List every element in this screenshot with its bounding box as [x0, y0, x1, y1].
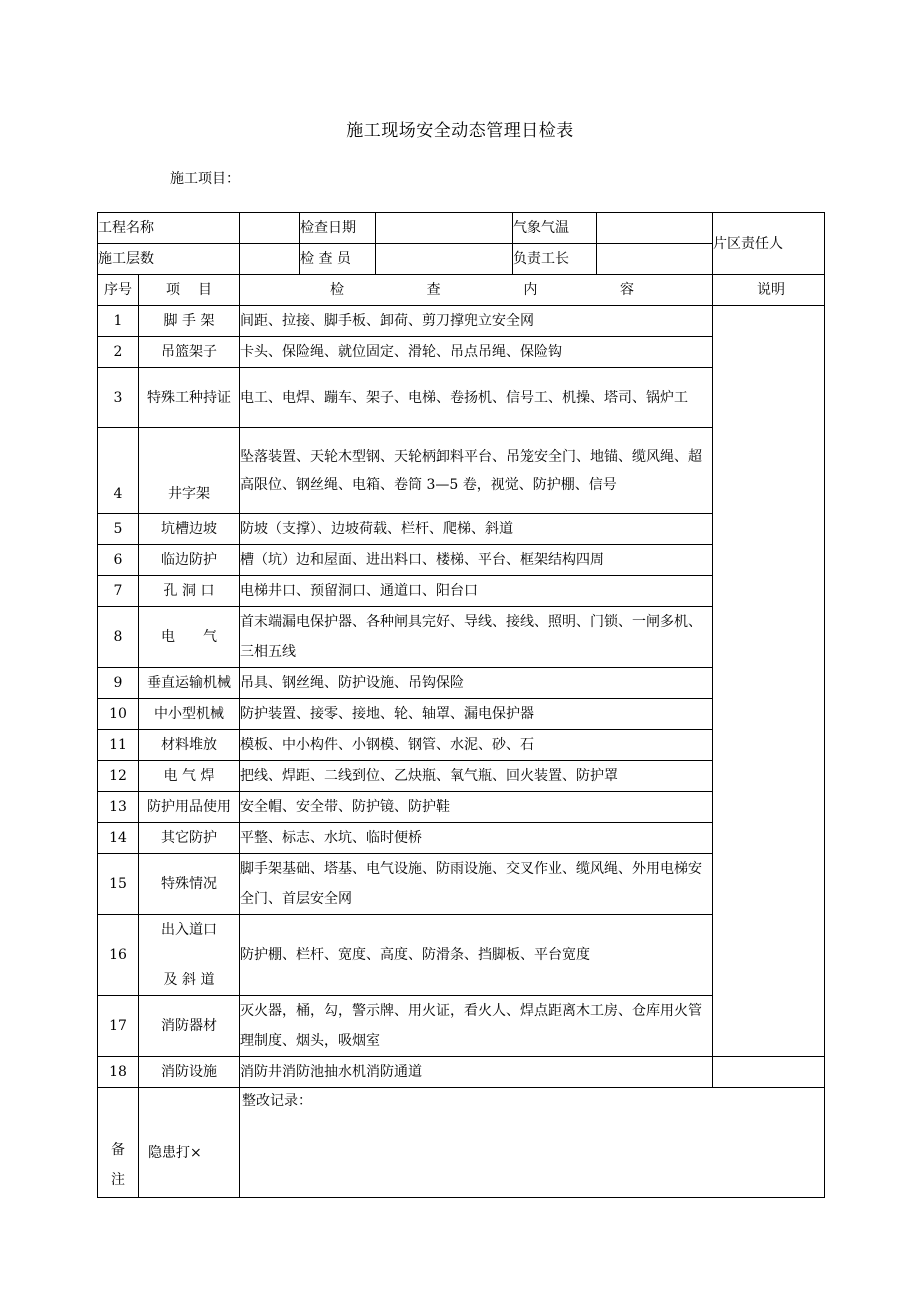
row-no: 8: [98, 607, 139, 668]
foreman-value[interactable]: [597, 244, 713, 275]
row-no: 2: [98, 337, 139, 368]
remarks-label-line1: 备: [111, 1142, 125, 1158]
row-no: 5: [98, 514, 139, 545]
row-no: 11: [98, 730, 139, 761]
row-content: 吊具、钢丝绳、防护设施、吊钩保险: [240, 668, 713, 699]
rectification-cell[interactable]: [240, 1088, 825, 1198]
col-no-header: 序号: [98, 275, 139, 306]
row-item: 电 气 焊: [139, 761, 240, 792]
row-content: 间距、拉接、脚手板、卸荷、剪刀撑兜立安全网: [240, 306, 713, 337]
page-title: 施工现场安全动态管理日检表: [346, 121, 574, 141]
row-item: 消防设施: [139, 1057, 240, 1088]
row-no: 15: [98, 854, 139, 915]
row-content: 卡头、保险绳、就位固定、滑轮、吊点吊绳、保险钩: [240, 337, 713, 368]
row-item: 吊篮架子: [139, 337, 240, 368]
row-item: 电 气: [139, 607, 240, 668]
inspector-label: 检 查 员: [300, 244, 376, 275]
check-date-label: 检查日期: [300, 213, 376, 244]
row-item: 防护用品使用: [139, 792, 240, 823]
row-item: 其它防护: [139, 823, 240, 854]
remarks-row: [98, 1088, 825, 1198]
weather-label: 气象气温: [513, 213, 597, 244]
row-item: 孔 洞 口: [139, 576, 240, 607]
row-no: 17: [98, 996, 139, 1057]
row-no: 9: [98, 668, 139, 699]
row-item-line2: 及 斜 道: [163, 972, 215, 988]
project-name-label: 工程名称: [98, 213, 240, 244]
row-content: 防坡（支撑）、边坡荷载、栏杆、爬梯、斜道: [240, 514, 713, 545]
inspector-value[interactable]: [376, 244, 513, 275]
row-item: 脚 手 架: [139, 306, 240, 337]
inspection-table: [97, 212, 825, 1198]
foreman-label: 负责工长: [513, 244, 597, 275]
row-content: 电工、电焊、蹦车、架子、电梯、卷扬机、信号工、机操、塔司、锅炉工: [240, 368, 713, 428]
row-content: 安全帽、安全带、防护镜、防护鞋: [240, 792, 713, 823]
row-no: 7: [98, 576, 139, 607]
column-header-row: [98, 275, 825, 306]
rectification-label: 整改记录：: [242, 1093, 312, 1109]
row-item: [139, 915, 240, 996]
table-row: [98, 1057, 825, 1088]
row-item: 特殊情况: [139, 854, 240, 915]
row-item: 特殊工种持证: [139, 368, 240, 428]
row-item: 临边防护: [139, 545, 240, 576]
row-no: 3: [98, 368, 139, 428]
row-no: 10: [98, 699, 139, 730]
hazard-mark-label: 隐患打×: [148, 1144, 202, 1161]
row-no: 14: [98, 823, 139, 854]
project-name-value[interactable]: [240, 213, 300, 244]
row-content: 灭火器，桶，勾，警示牌、用火证，看火人、焊点距离木工房、仓库用火管理制度、烟头，吸烟室: [240, 996, 713, 1057]
floor-count-value[interactable]: [240, 244, 300, 275]
weather-value[interactable]: [597, 213, 713, 244]
remarks-label-line2: 注: [111, 1172, 125, 1188]
row-content: 消防井消防池抽水机消防通道: [240, 1057, 713, 1088]
row-content: 平整、标志、水坑、临时便桥: [240, 823, 713, 854]
hazard-mark-cell: [139, 1088, 240, 1198]
row-content: 电梯井口、预留洞口、通道口、阳台口: [240, 576, 713, 607]
row-content: 首末端漏电保护器、各种闸具完好、导线、接线、照明、门锁、一闸多机、三相五线: [240, 607, 713, 668]
row-no: 6: [98, 545, 139, 576]
row-content: 槽（坑）边和屋面、进出料口、楼梯、平台、框架结构四周: [240, 545, 713, 576]
row-no: 13: [98, 792, 139, 823]
col-item-header: 项 目: [139, 275, 240, 306]
row-no: 16: [98, 915, 139, 996]
note-cell[interactable]: [713, 306, 825, 1057]
row-content: 把线、焊距、二线到位、乙炔瓶、氧气瓶、回火装置、防护罩: [240, 761, 713, 792]
remarks-label: [98, 1088, 139, 1198]
col-content-header: 检 查 内 容: [240, 275, 713, 306]
row-no: 12: [98, 761, 139, 792]
row-item: 材料堆放: [139, 730, 240, 761]
row-content: 模板、中小构件、小钢模、钢管、水泥、砂、石: [240, 730, 713, 761]
header-row-1: [98, 213, 825, 244]
note-cell-18[interactable]: [713, 1057, 825, 1088]
area-responsible-label: 片区责任人: [713, 213, 825, 275]
row-no: 1: [98, 306, 139, 337]
row-item: 消防器材: [139, 996, 240, 1057]
row-no: 18: [98, 1057, 139, 1088]
row-item: 井字架: [139, 428, 240, 514]
row-item: 垂直运输机械: [139, 668, 240, 699]
floor-count-label: 施工层数: [98, 244, 240, 275]
row-content: 坠落装置、天轮木型钢、天轮柄卸料平台、吊笼安全门、地锚、缆风绳、超高限位、钢丝绳、电箱、卷筒 3—5 卷，视觉、防护棚、信号: [240, 428, 713, 514]
row-content: 脚手架基础、塔基、电气设施、防雨设施、交叉作业、缆风绳、外用电梯安全门、首层安全网: [240, 854, 713, 915]
row-content: 防护棚、栏杆、宽度、高度、防滑条、挡脚板、平台宽度: [240, 915, 713, 996]
row-content: 防护装置、接零、接地、轮、轴罩、漏电保护器: [240, 699, 713, 730]
row-no: 4: [98, 428, 139, 514]
check-date-value[interactable]: [376, 213, 513, 244]
table-row: [98, 306, 825, 337]
project-label: 施工项目：: [170, 171, 240, 187]
row-item: 中小型机械: [139, 699, 240, 730]
row-item-line1: 出入道口: [161, 922, 217, 938]
col-note-header: 说 明: [713, 275, 825, 306]
row-item: 坑槽边坡: [139, 514, 240, 545]
